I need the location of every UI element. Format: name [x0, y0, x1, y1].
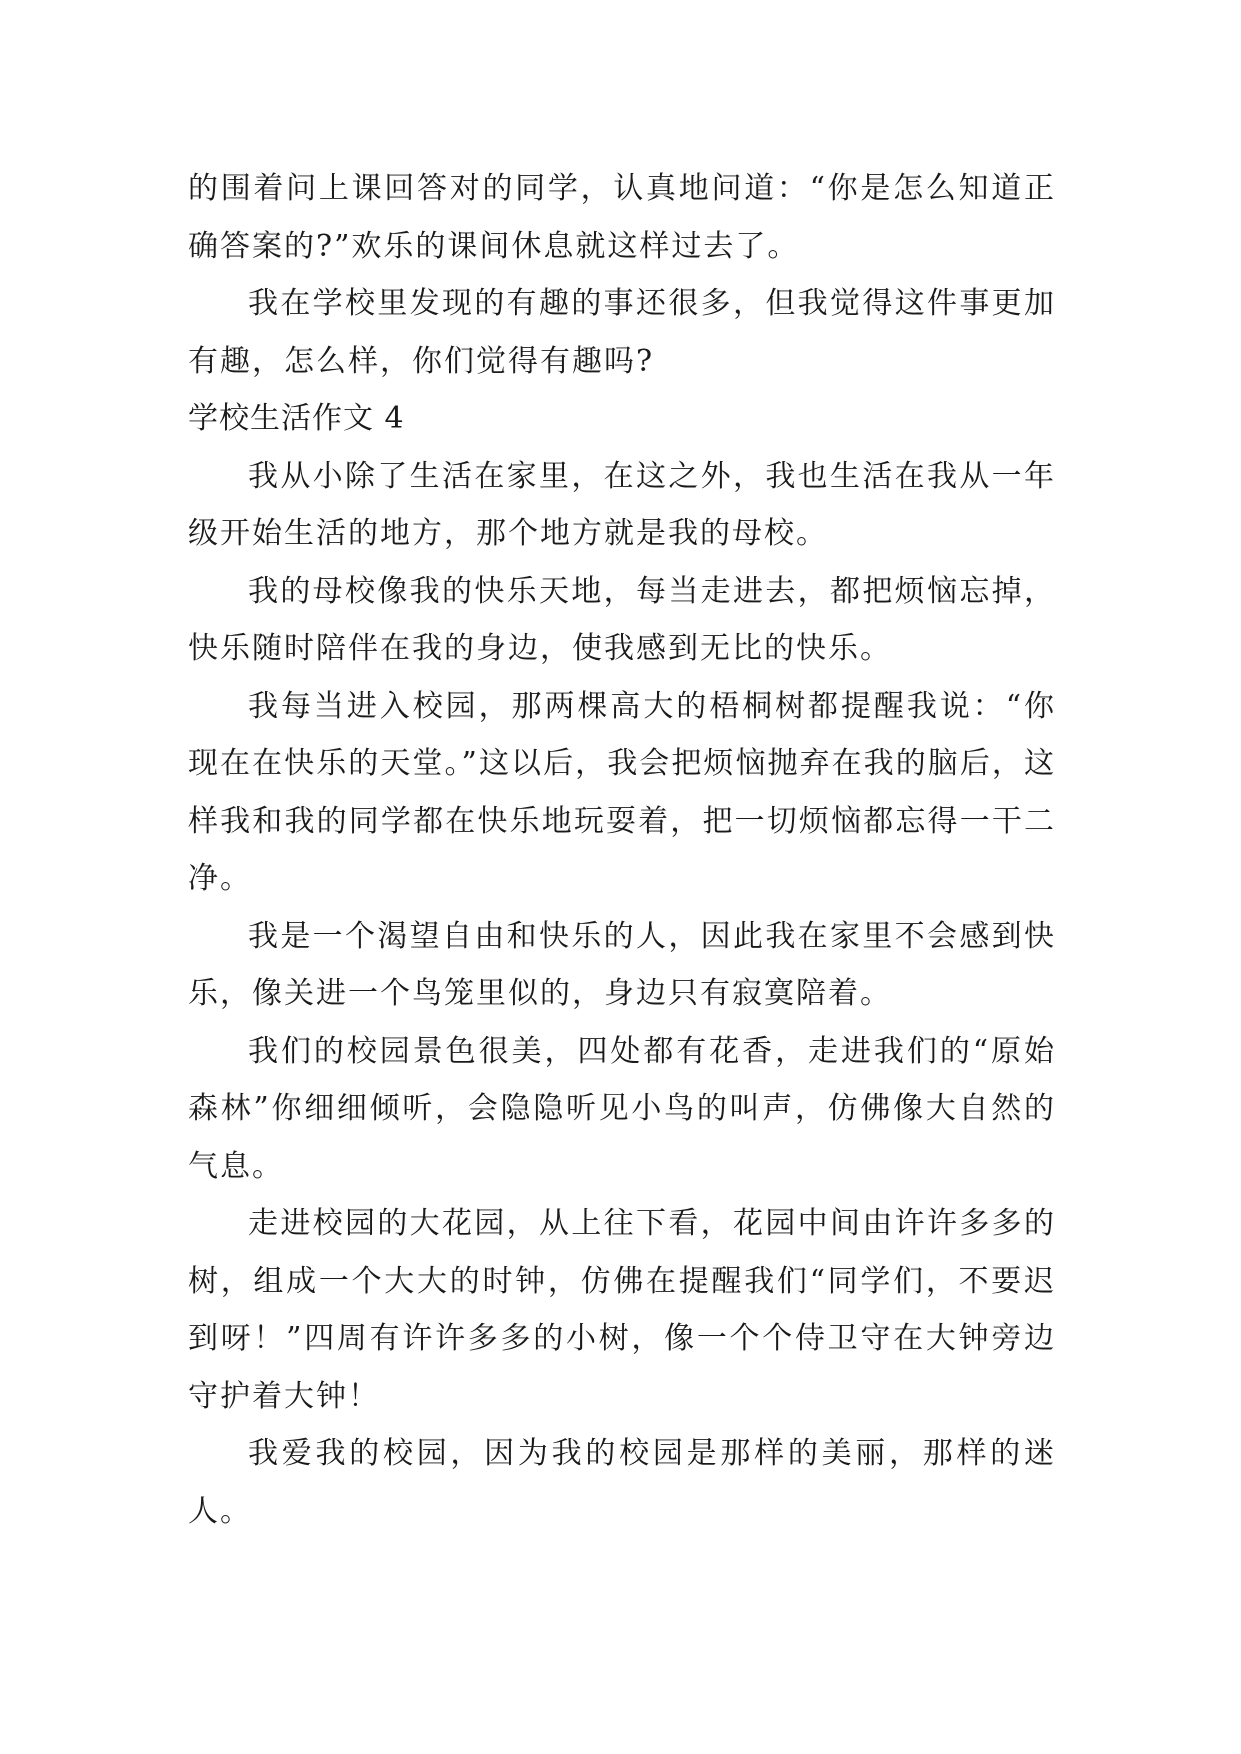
paragraph-continued: 的围着问上课回答对的同学，认真地问道：“你是怎么知道正确答案的?”欢乐的课间休息就这样过去了。 [188, 171, 1056, 264]
paragraph: 我是一个渴望自由和快乐的人，因此我在家里不会感到快乐，像关进一个鸟笼里似的，身边只有寂寞陪着。 [188, 918, 1056, 1011]
paragraph: 走进校园的大花园，从上往下看，花园中间由许许多多的树，组成一个大大的时钟，仿佛在提醒我们“同学们，不要迟到呀！”四周有许许多多的小树，像一个个侍卫守在大钟旁边守护着大钟！ [188, 1206, 1056, 1414]
paragraph: 我在学校里发现的有趣的事还很多，但我觉得这件事更加有趣，怎么样，你们觉得有趣吗? [188, 286, 1056, 379]
paragraph: 我从小除了生活在家里，在这之外，我也生活在我从一年级开始生活的地方，那个地方就是我的母校。 [188, 458, 1056, 551]
paragraph: 我的母校像我的快乐天地，每当走进去，都把烦恼忘掉，快乐随时陪伴在我的身边，使我感到无比的快乐。 [188, 573, 1056, 666]
section-title: 学校生活作文 4 [188, 401, 405, 436]
paragraph: 我每当进入校园，那两棵高大的梧桐树都提醒我说：“你现在在快乐的天堂。”这以后，我会把烦恼抛弃在我的脑后，这样我和我的同学都在快乐地玩耍着，把一切烦恼都忘得一干二净。 [188, 688, 1056, 896]
document-body [188, 160, 1056, 1540]
paragraph: 我们的校园景色很美，四处都有花香，走进我们的“原始森林”你细细倾听，会隐隐听见小鸟的叫声，仿佛像大自然的气息。 [188, 1033, 1056, 1184]
paragraph: 我爱我的校园，因为我的校园是那样的美丽，那样的迷人。 [188, 1436, 1056, 1529]
